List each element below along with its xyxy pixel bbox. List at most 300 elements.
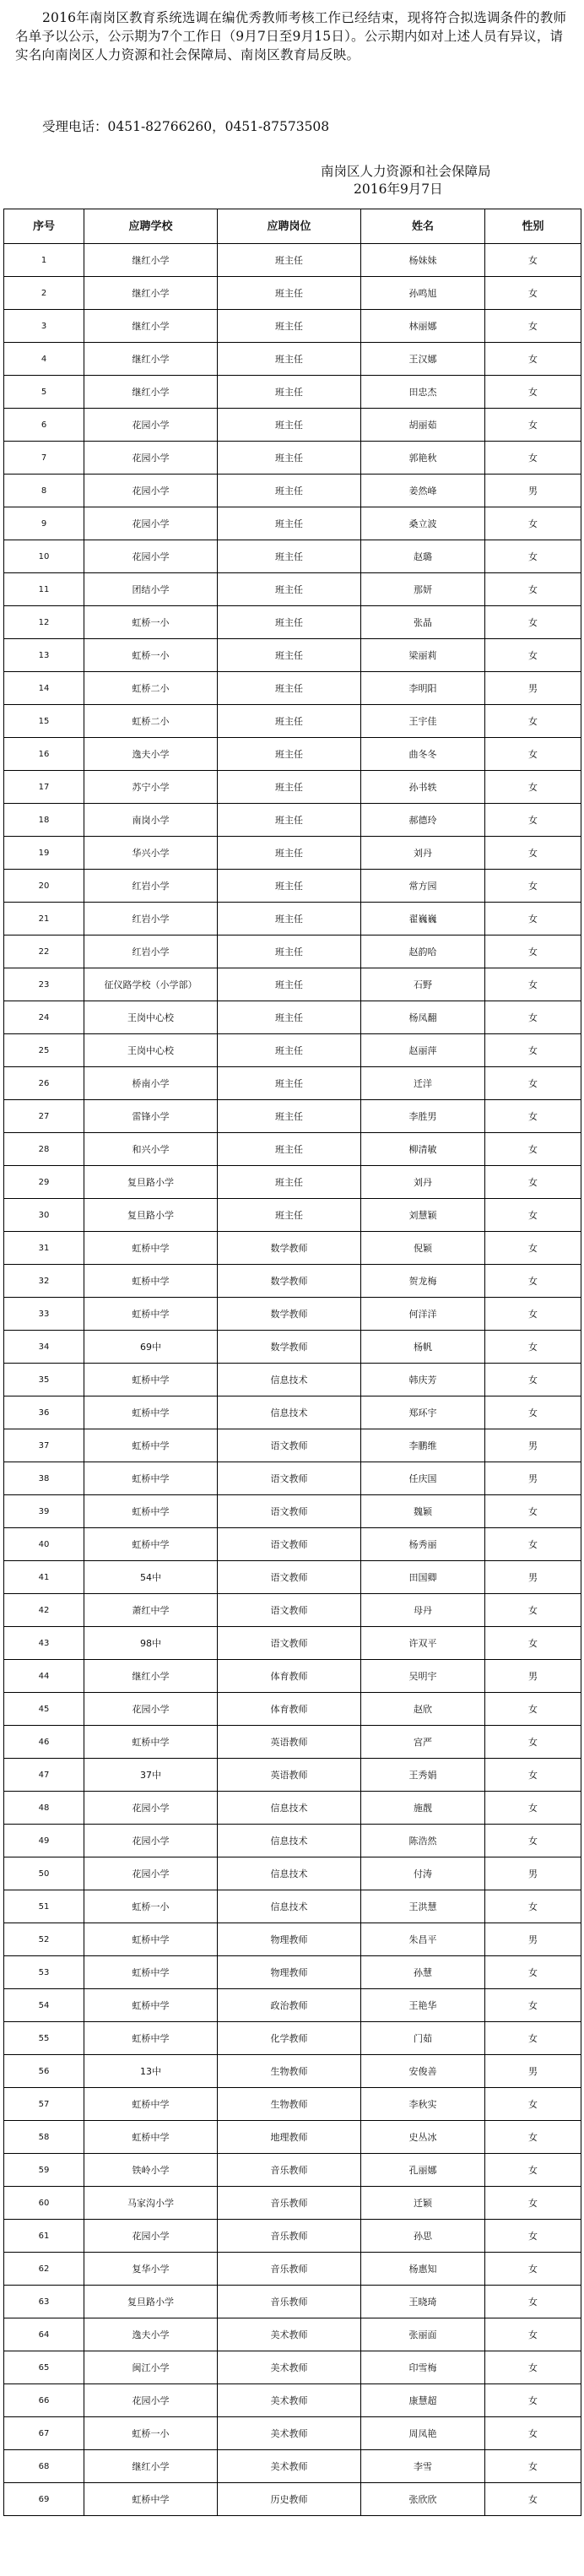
cell-gender: 女	[485, 1166, 581, 1199]
table-row	[4, 409, 581, 442]
cell-index: 51	[4, 1890, 84, 1923]
cell-gender: 女	[485, 1396, 581, 1429]
cell-school: 虹桥中学	[84, 1265, 218, 1298]
cell-gender: 女	[485, 1232, 581, 1265]
cell-school: 花园小学	[84, 409, 218, 442]
cell-gender: 女	[485, 705, 581, 738]
cell-name: 刘丹	[361, 837, 485, 870]
table-row	[4, 442, 581, 475]
table-row	[4, 1759, 581, 1792]
cell-name: 杨帆	[361, 1331, 485, 1364]
cell-school: 虹桥中学	[84, 2088, 218, 2121]
table-row	[4, 2055, 581, 2088]
cell-index: 5	[4, 376, 84, 409]
cell-position: 班主任	[218, 277, 361, 310]
cell-gender: 女	[485, 1693, 581, 1726]
table-row	[4, 1594, 581, 1627]
cell-index: 30	[4, 1199, 84, 1232]
cell-school: 逸夫小学	[84, 738, 218, 771]
cell-position: 英语教师	[218, 1726, 361, 1759]
cell-name: 田国卿	[361, 1561, 485, 1594]
cell-name: 朱昌平	[361, 1923, 485, 1956]
table-row	[4, 540, 581, 573]
cell-name: 张欣欣	[361, 2483, 485, 2516]
cell-index: 59	[4, 2154, 84, 2187]
cell-index: 67	[4, 2417, 84, 2450]
cell-name: 刘丹	[361, 1166, 485, 1199]
cell-gender: 女	[485, 771, 581, 804]
cell-index: 3	[4, 310, 84, 343]
cell-gender: 女	[485, 1001, 581, 1034]
table-row	[4, 573, 581, 606]
cell-school: 铁岭小学	[84, 2154, 218, 2187]
table-row	[4, 1726, 581, 1759]
cell-school: 继红小学	[84, 310, 218, 343]
cell-position: 语文教师	[218, 1561, 361, 1594]
table-row	[4, 277, 581, 310]
cell-position: 班主任	[218, 1199, 361, 1232]
cell-name: 施靓	[361, 1792, 485, 1825]
table-row	[4, 1001, 581, 1034]
cell-gender: 女	[485, 738, 581, 771]
cell-school: 虹桥中学	[84, 1232, 218, 1265]
cell-position: 信息技术	[218, 1857, 361, 1890]
cell-position: 历史教师	[218, 2483, 361, 2516]
cell-gender: 女	[485, 1528, 581, 1561]
cell-name: 迁洋	[361, 1067, 485, 1100]
cell-gender: 男	[485, 1462, 581, 1495]
cell-school: 花园小学	[84, 1792, 218, 1825]
cell-index: 18	[4, 804, 84, 837]
cell-school: 红岩小学	[84, 935, 218, 968]
cell-gender: 女	[485, 837, 581, 870]
cell-gender: 女	[485, 2220, 581, 2253]
table-row	[4, 1989, 581, 2022]
cell-position: 生物教师	[218, 2088, 361, 2121]
table-body	[4, 244, 581, 2516]
table-row	[4, 2286, 581, 2318]
cell-school: 虹桥中学	[84, 2483, 218, 2516]
table-header-row	[4, 209, 581, 244]
cell-position: 语文教师	[218, 1528, 361, 1561]
cell-name: 李秋实	[361, 2088, 485, 2121]
cell-name: 梁丽莉	[361, 639, 485, 672]
cell-name: 陈浩然	[361, 1825, 485, 1857]
cell-gender: 女	[485, 244, 581, 277]
cell-name: 石野	[361, 968, 485, 1001]
cell-index: 37	[4, 1429, 84, 1462]
cell-gender: 女	[485, 1331, 581, 1364]
cell-position: 班主任	[218, 1100, 361, 1133]
cell-position: 地理教师	[218, 2121, 361, 2154]
table-row	[4, 738, 581, 771]
cell-gender: 女	[485, 2022, 581, 2055]
cell-school: 复旦路小学	[84, 1199, 218, 1232]
cell-index: 60	[4, 2187, 84, 2220]
notice-paragraph: 2016年南岗区教育系统选调在编优秀教师考核工作已经结束，现将符合拟选调条件的教师名单予以公示，公示期为7个工作日（9月7日至9月15日）。公示期内如对上述人员有异议，请实名向南岗区人力资源和社会保障局、南岗区教育局反映。	[15, 10, 567, 62]
cell-name: 印雪梅	[361, 2351, 485, 2384]
cell-gender: 女	[485, 507, 581, 540]
table-row	[4, 244, 581, 277]
cell-position: 体育教师	[218, 1660, 361, 1693]
cell-index: 27	[4, 1100, 84, 1133]
cell-position: 美术教师	[218, 2384, 361, 2417]
table-row	[4, 475, 581, 507]
cell-school: 虹桥一小	[84, 606, 218, 639]
cell-position: 数学教师	[218, 1232, 361, 1265]
cell-school: 复旦路小学	[84, 2286, 218, 2318]
cell-school: 虹桥一小	[84, 2417, 218, 2450]
cell-gender: 女	[485, 639, 581, 672]
cell-name: 桑立波	[361, 507, 485, 540]
cell-index: 69	[4, 2483, 84, 2516]
cell-school: 苏宁小学	[84, 771, 218, 804]
cell-position: 音乐教师	[218, 2220, 361, 2253]
table-row	[4, 1923, 581, 1956]
cell-name: 迁颖	[361, 2187, 485, 2220]
table-row	[4, 1495, 581, 1528]
cell-name: 任庆国	[361, 1462, 485, 1495]
cell-name: 赵丽萍	[361, 1034, 485, 1067]
cell-position: 班主任	[218, 573, 361, 606]
cell-name: 孙鸣旭	[361, 277, 485, 310]
table-row	[4, 1265, 581, 1298]
cell-index: 36	[4, 1396, 84, 1429]
cell-name: 李胜男	[361, 1100, 485, 1133]
cell-position: 班主任	[218, 870, 361, 903]
cell-name: 柳清敏	[361, 1133, 485, 1166]
cell-name: 史丛冰	[361, 2121, 485, 2154]
cell-index: 47	[4, 1759, 84, 1792]
cell-index: 14	[4, 672, 84, 705]
cell-gender: 女	[485, 1265, 581, 1298]
cell-index: 8	[4, 475, 84, 507]
cell-position: 班主任	[218, 738, 361, 771]
cell-school: 雷锋小学	[84, 1100, 218, 1133]
cell-index: 4	[4, 343, 84, 376]
cell-gender: 女	[485, 2154, 581, 2187]
header-gender: 性别	[485, 209, 581, 244]
table-row	[4, 1825, 581, 1857]
cell-position: 班主任	[218, 409, 361, 442]
cell-index: 65	[4, 2351, 84, 2384]
cell-school: 花园小学	[84, 507, 218, 540]
cell-gender: 女	[485, 1594, 581, 1627]
cell-name: 王秀娟	[361, 1759, 485, 1792]
cell-name: 安俊善	[361, 2055, 485, 2088]
cell-index: 40	[4, 1528, 84, 1561]
cell-name: 孔丽娜	[361, 2154, 485, 2187]
table-row	[4, 1890, 581, 1923]
cell-school: 和兴小学	[84, 1133, 218, 1166]
cell-index: 49	[4, 1825, 84, 1857]
cell-school: 萧红中学	[84, 1594, 218, 1627]
cell-school: 虹桥二小	[84, 672, 218, 705]
cell-index: 62	[4, 2253, 84, 2286]
cell-name: 田忠杰	[361, 376, 485, 409]
cell-name: 孙书轶	[361, 771, 485, 804]
cell-index: 32	[4, 1265, 84, 1298]
cell-name: 张丽面	[361, 2318, 485, 2351]
cell-position: 音乐教师	[218, 2286, 361, 2318]
cell-name: 李明阳	[361, 672, 485, 705]
table-row	[4, 2351, 581, 2384]
signature-organization: 南岗区人力资源和社会保障局	[321, 164, 491, 179]
cell-gender: 女	[485, 968, 581, 1001]
cell-gender: 女	[485, 2088, 581, 2121]
cell-school: 虹桥中学	[84, 1429, 218, 1462]
cell-name: 郝德玲	[361, 804, 485, 837]
cell-position: 语文教师	[218, 1627, 361, 1660]
cell-school: 虹桥中学	[84, 1462, 218, 1495]
cell-school: 继红小学	[84, 376, 218, 409]
cell-position: 化学教师	[218, 2022, 361, 2055]
table-row	[4, 2220, 581, 2253]
cell-name: 郑环宇	[361, 1396, 485, 1429]
header-school: 应聘学校	[84, 209, 218, 244]
cell-position: 数学教师	[218, 1298, 361, 1331]
signature-date: 2016年9月7日	[354, 182, 443, 197]
table-row	[4, 1857, 581, 1890]
cell-name: 周凤艳	[361, 2417, 485, 2450]
table-row	[4, 2022, 581, 2055]
cell-school: 桥南小学	[84, 1067, 218, 1100]
cell-gender: 女	[485, 573, 581, 606]
cell-name: 杨惠知	[361, 2253, 485, 2286]
cell-school: 红岩小学	[84, 903, 218, 935]
cell-gender: 男	[485, 1561, 581, 1594]
cell-school: 虹桥中学	[84, 1298, 218, 1331]
cell-name: 许双平	[361, 1627, 485, 1660]
cell-gender: 女	[485, 870, 581, 903]
cell-school: 虹桥中学	[84, 1989, 218, 2022]
cell-index: 31	[4, 1232, 84, 1265]
cell-index: 48	[4, 1792, 84, 1825]
cell-index: 7	[4, 442, 84, 475]
cell-name: 张晶	[361, 606, 485, 639]
cell-position: 数学教师	[218, 1331, 361, 1364]
table-row	[4, 343, 581, 376]
cell-name: 杨妹妹	[361, 244, 485, 277]
cell-index: 15	[4, 705, 84, 738]
cell-gender: 女	[485, 1825, 581, 1857]
cell-gender: 女	[485, 2187, 581, 2220]
cell-name: 郭艳秋	[361, 442, 485, 475]
cell-position: 美术教师	[218, 2417, 361, 2450]
cell-position: 班主任	[218, 672, 361, 705]
cell-name: 贺龙梅	[361, 1265, 485, 1298]
cell-index: 16	[4, 738, 84, 771]
table-row	[4, 1232, 581, 1265]
table-row	[4, 771, 581, 804]
cell-gender: 女	[485, 2318, 581, 2351]
cell-school: 花园小学	[84, 1693, 218, 1726]
cell-gender: 女	[485, 1298, 581, 1331]
cell-index: 42	[4, 1594, 84, 1627]
cell-gender: 女	[485, 1627, 581, 1660]
table-row	[4, 804, 581, 837]
cell-name: 那妍	[361, 573, 485, 606]
cell-gender: 女	[485, 1890, 581, 1923]
cell-index: 23	[4, 968, 84, 1001]
cell-index: 2	[4, 277, 84, 310]
table-row	[4, 1792, 581, 1825]
cell-gender: 男	[485, 1923, 581, 1956]
cell-index: 13	[4, 639, 84, 672]
cell-school: 征仪路学校（小学部）	[84, 968, 218, 1001]
cell-gender: 女	[485, 2417, 581, 2450]
cell-gender: 女	[485, 1364, 581, 1396]
cell-name: 姜然峰	[361, 475, 485, 507]
cell-name: 韩庆芳	[361, 1364, 485, 1396]
cell-position: 班主任	[218, 376, 361, 409]
table-row	[4, 606, 581, 639]
table-row	[4, 2483, 581, 2516]
table-row	[4, 376, 581, 409]
cell-index: 22	[4, 935, 84, 968]
cell-gender: 女	[485, 442, 581, 475]
cell-position: 音乐教师	[218, 2154, 361, 2187]
table-row	[4, 837, 581, 870]
cell-school: 虹桥二小	[84, 705, 218, 738]
table-row	[4, 2417, 581, 2450]
cell-position: 信息技术	[218, 1792, 361, 1825]
cell-name: 胡丽茹	[361, 409, 485, 442]
cell-gender: 男	[485, 1660, 581, 1693]
cell-position: 生物教师	[218, 2055, 361, 2088]
table-row	[4, 1166, 581, 1199]
cell-gender: 女	[485, 2286, 581, 2318]
contact-phone: 受理电话：0451-82766260，0451-87573508	[42, 119, 330, 134]
cell-name: 付涛	[361, 1857, 485, 1890]
cell-name: 王艳华	[361, 1989, 485, 2022]
cell-index: 29	[4, 1166, 84, 1199]
cell-index: 63	[4, 2286, 84, 2318]
cell-school: 复华小学	[84, 2253, 218, 2286]
table-row	[4, 2450, 581, 2483]
table-row	[4, 2088, 581, 2121]
cell-name: 赵韵哈	[361, 935, 485, 968]
cell-name: 常方园	[361, 870, 485, 903]
table-row	[4, 1298, 581, 1331]
table-row	[4, 639, 581, 672]
cell-position: 数学教师	[218, 1265, 361, 1298]
cell-index: 11	[4, 573, 84, 606]
table-row	[4, 870, 581, 903]
cell-name: 宫严	[361, 1726, 485, 1759]
cell-school: 花园小学	[84, 1825, 218, 1857]
cell-school: 虹桥中学	[84, 1528, 218, 1561]
cell-position: 班主任	[218, 475, 361, 507]
cell-gender: 女	[485, 343, 581, 376]
cell-school: 虹桥中学	[84, 1396, 218, 1429]
cell-name: 何洋洋	[361, 1298, 485, 1331]
cell-gender: 女	[485, 409, 581, 442]
table-row	[4, 1199, 581, 1232]
cell-gender: 女	[485, 2351, 581, 2384]
cell-position: 班主任	[218, 705, 361, 738]
cell-name: 吴明宇	[361, 1660, 485, 1693]
cell-index: 28	[4, 1133, 84, 1166]
cell-index: 54	[4, 1989, 84, 2022]
cell-school: 花园小学	[84, 2384, 218, 2417]
table-row	[4, 2318, 581, 2351]
cell-position: 班主任	[218, 1166, 361, 1199]
cell-index: 53	[4, 1956, 84, 1989]
cell-gender: 女	[485, 1759, 581, 1792]
cell-gender: 女	[485, 1199, 581, 1232]
cell-position: 信息技术	[218, 1396, 361, 1429]
cell-index: 56	[4, 2055, 84, 2088]
cell-name: 林丽娜	[361, 310, 485, 343]
cell-index: 24	[4, 1001, 84, 1034]
table-row	[4, 672, 581, 705]
cell-gender: 男	[485, 475, 581, 507]
cell-index: 50	[4, 1857, 84, 1890]
cell-position: 美术教师	[218, 2318, 361, 2351]
cell-position: 语文教师	[218, 1594, 361, 1627]
cell-position: 班主任	[218, 507, 361, 540]
cell-gender: 女	[485, 310, 581, 343]
cell-gender: 男	[485, 1429, 581, 1462]
cell-gender: 女	[485, 540, 581, 573]
table-row	[4, 1396, 581, 1429]
cell-position: 英语教师	[218, 1759, 361, 1792]
cell-school: 虹桥中学	[84, 1923, 218, 1956]
table-row	[4, 1331, 581, 1364]
cell-position: 班主任	[218, 1133, 361, 1166]
cell-index: 35	[4, 1364, 84, 1396]
cell-name: 王洪慧	[361, 1890, 485, 1923]
cell-name: 杨凤翻	[361, 1001, 485, 1034]
table-row	[4, 935, 581, 968]
cell-position: 物理教师	[218, 1956, 361, 1989]
cell-index: 58	[4, 2121, 84, 2154]
cell-gender: 女	[485, 2450, 581, 2483]
cell-position: 班主任	[218, 639, 361, 672]
cell-index: 46	[4, 1726, 84, 1759]
table-row	[4, 1956, 581, 1989]
table-row	[4, 1364, 581, 1396]
table-row	[4, 2121, 581, 2154]
cell-position: 班主任	[218, 1001, 361, 1034]
table-row	[4, 2253, 581, 2286]
cell-position: 信息技术	[218, 1364, 361, 1396]
cell-gender: 女	[485, 935, 581, 968]
cell-index: 61	[4, 2220, 84, 2253]
cell-school: 逸夫小学	[84, 2318, 218, 2351]
cell-index: 6	[4, 409, 84, 442]
cell-index: 52	[4, 1923, 84, 1956]
cell-position: 语文教师	[218, 1429, 361, 1462]
cell-name: 王宇佳	[361, 705, 485, 738]
cell-index: 10	[4, 540, 84, 573]
cell-position: 班主任	[218, 1067, 361, 1100]
cell-school: 团结小学	[84, 573, 218, 606]
cell-school: 花园小学	[84, 540, 218, 573]
cell-index: 26	[4, 1067, 84, 1100]
cell-school: 复旦路小学	[84, 1166, 218, 1199]
cell-position: 体育教师	[218, 1693, 361, 1726]
cell-name: 倪颖	[361, 1232, 485, 1265]
cell-name: 孙思	[361, 2220, 485, 2253]
cell-index: 1	[4, 244, 84, 277]
cell-index: 17	[4, 771, 84, 804]
cell-position: 信息技术	[218, 1890, 361, 1923]
cell-school: 54中	[84, 1561, 218, 1594]
cell-index: 9	[4, 507, 84, 540]
table-row	[4, 310, 581, 343]
